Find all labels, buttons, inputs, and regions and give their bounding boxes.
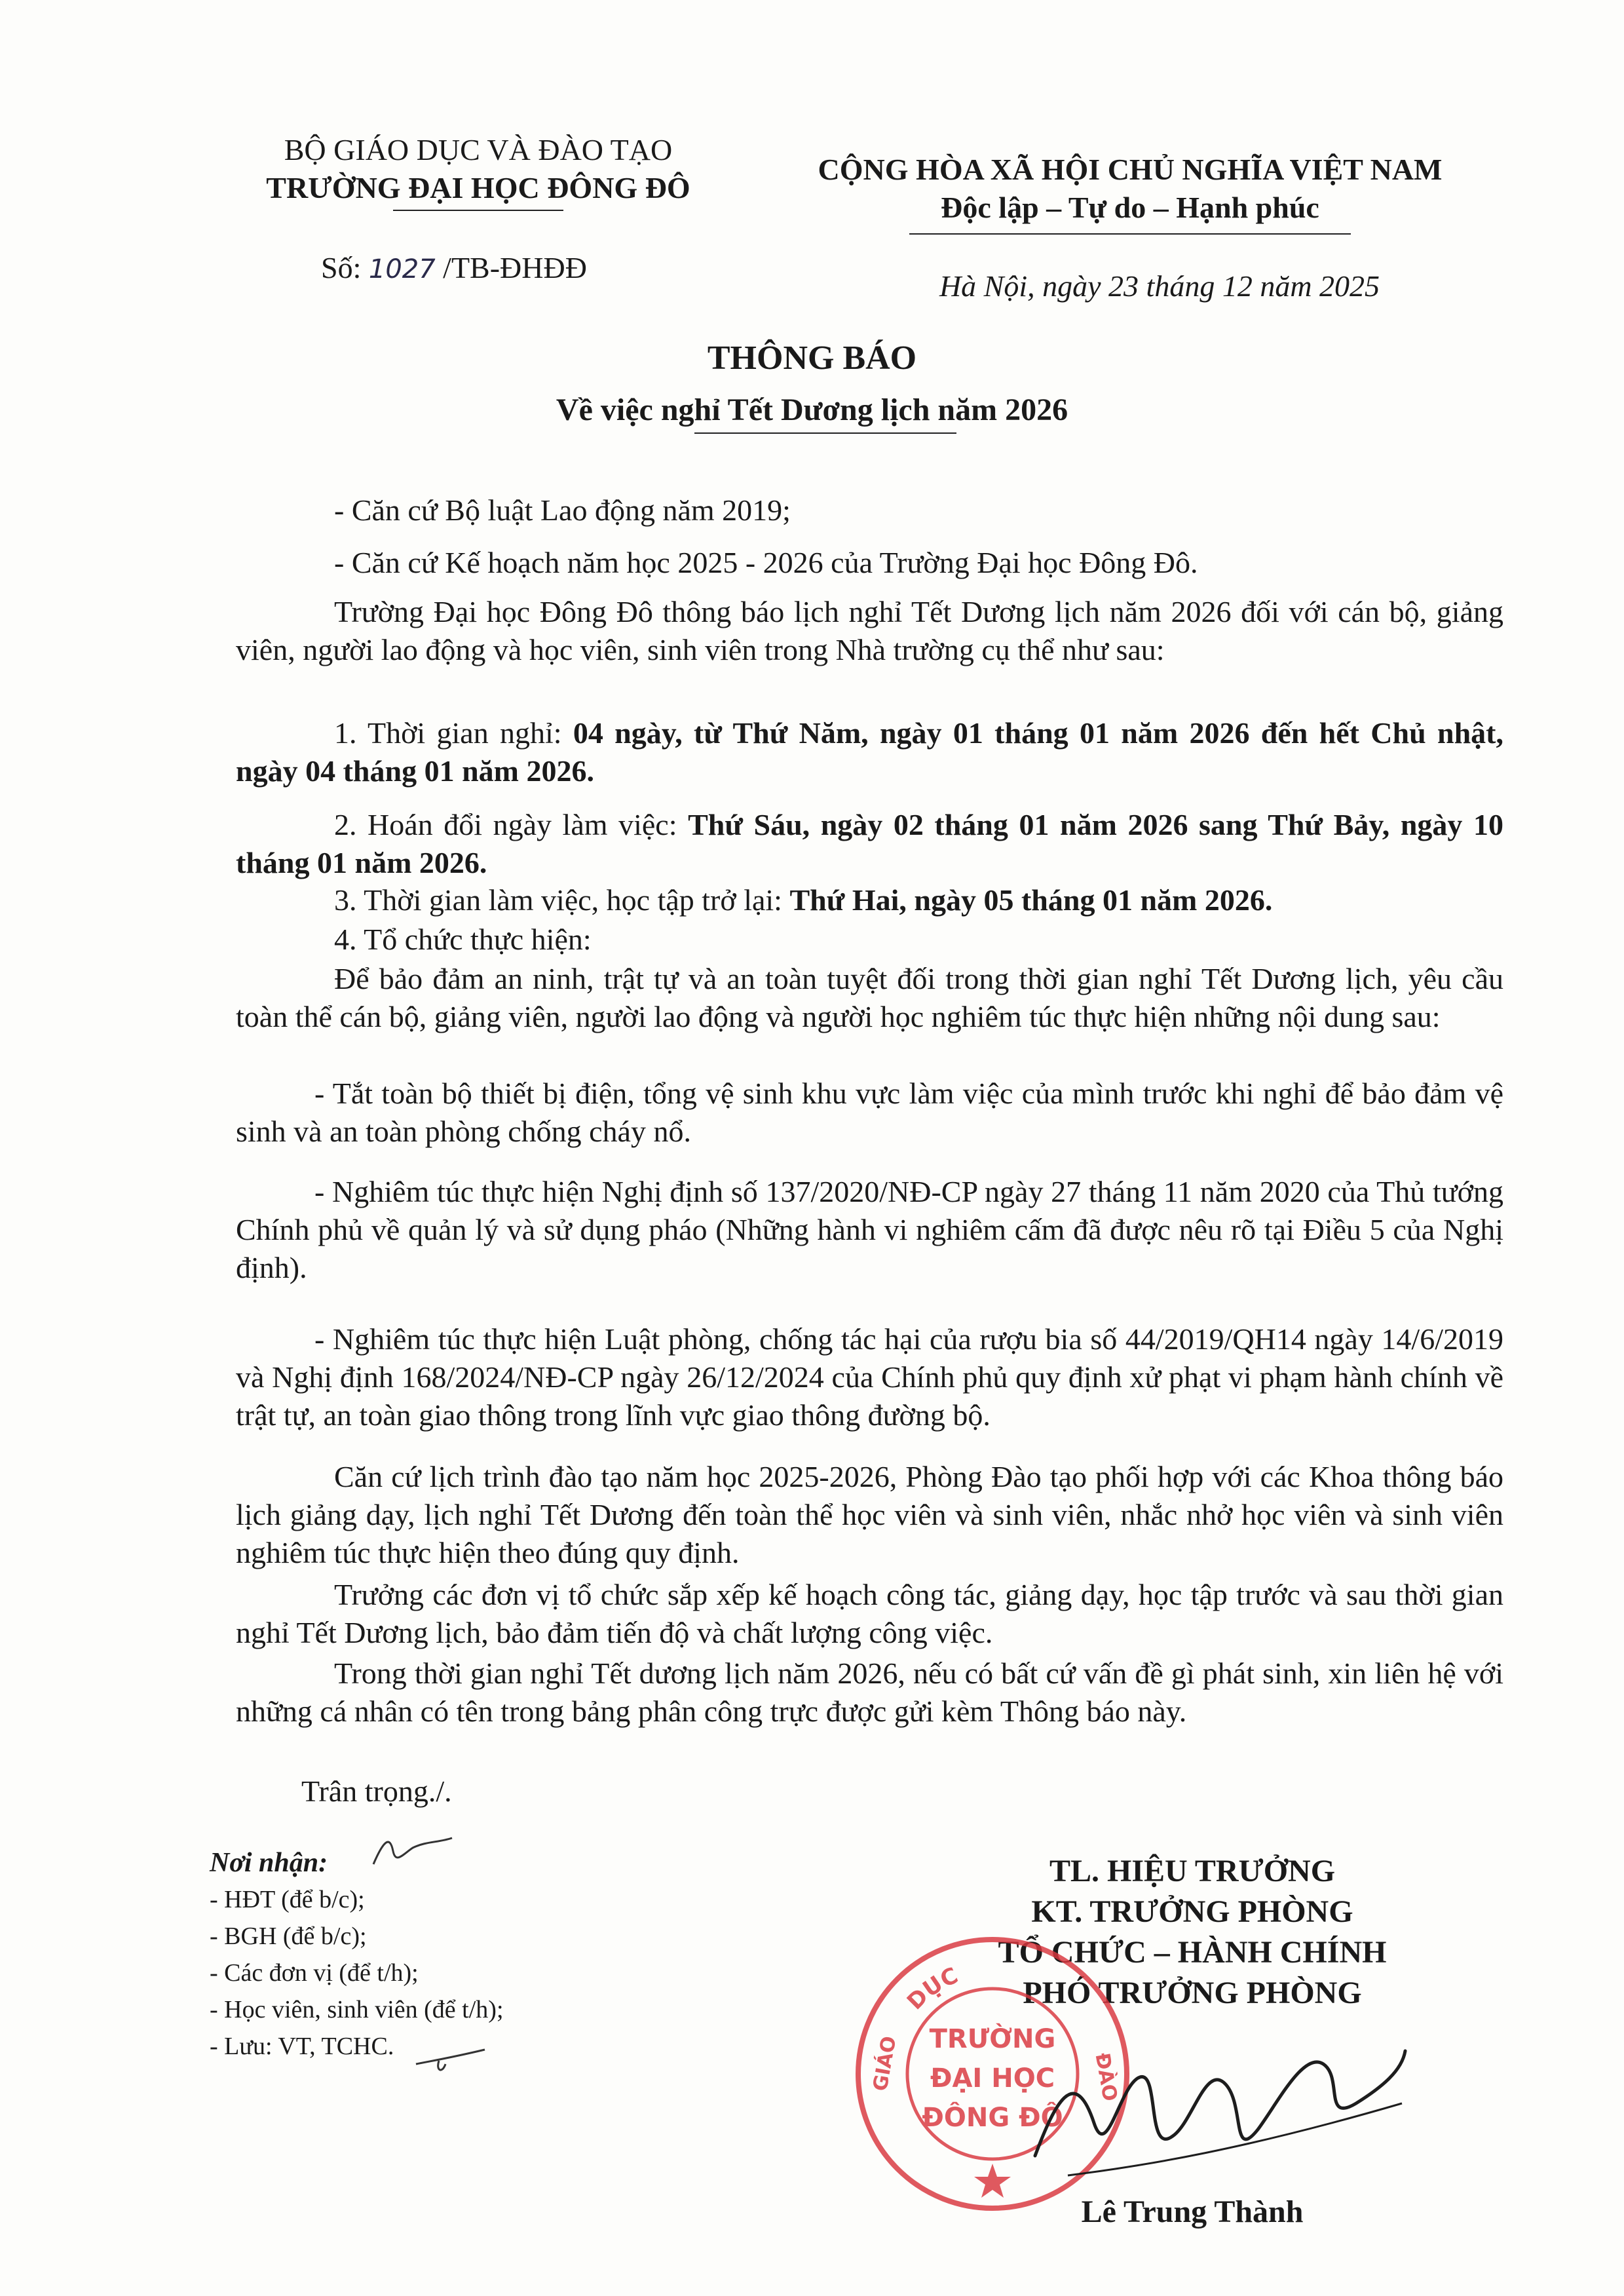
handwritten-signature-icon <box>1015 2025 1408 2195</box>
signature-line-1: TL. HIỆU TRƯỞNG <box>1049 1854 1336 1888</box>
initial-mark-icon <box>367 1828 459 1874</box>
bullet-electrical-safety: - Tắt toàn bộ thiết bị điện, tổng vệ sinh khu vực làm việc của mình trước khi nghỉ để bảo đảm vệ sinh và an toàn phòng chống cháy nổ. <box>236 1077 1503 1148</box>
item-workday-swap <box>236 806 1503 882</box>
notice-subtitle: Về việc nghỉ Tết Dương lịch năm 2026 <box>556 392 1068 427</box>
item-1-label: 1. Thời gian nghỉ: <box>334 716 562 750</box>
issue-date: Hà Nội, ngày 23 tháng 12 năm 2025 <box>939 269 1380 303</box>
item-holiday-period <box>236 714 1503 790</box>
signature-line-2: KT. TRƯỞNG PHÒNG <box>1031 1894 1353 1929</box>
recipient-item: - Các đơn vị (để t/h); <box>210 1959 419 1987</box>
signature-line-4: PHÓ TRƯỞNG PHÒNG <box>1023 1976 1362 2010</box>
initial-mark-icon <box>413 2044 491 2077</box>
notice-title: THÔNG BÁO <box>707 339 917 377</box>
bullet-alcohol-traffic: - Nghiêm túc thực hiện Luật phòng, chống tác hại của rượu bia số 44/2019/QH14 ngày 14/6/2019 và Nghị định 168/2024/NĐ-CP ngày 26/12/2024 của Chính phủ quy định xử phạt vi phạm hành chính về trật tự, an toàn giao thông trong lĩnh vực giao thông đường bộ. <box>236 1322 1503 1432</box>
seal-outer-top: DỤC <box>902 1962 962 2016</box>
item-return-date <box>236 881 1503 919</box>
intro-paragraph: Trường Đại học Đông Đô thông báo lịch nghỉ Tết Dương lịch năm 2026 đối với cán bộ, giảng viên, người lao động và học viên, sinh viên trong Nhà trường cụ thể như sau: <box>236 595 1503 666</box>
national-motto: Độc lập – Tự do – Hạnh phúc <box>941 191 1319 224</box>
number-prefix: Số: <box>321 251 362 284</box>
basis-labor-code: - Căn cứ Bộ luật Lao động năm 2019; <box>334 493 791 527</box>
bullet-firecracker-decree: - Nghiêm túc thực hiện Nghị định số 137/2020/NĐ-CP ngày 27 tháng 11 năm 2020 của Thủ tướng Chính phủ về quản lý và sử dụng pháo (Những hành vi nghiêm cấm đã được nêu rõ tại Điều 5 của Nghị định). <box>236 1175 1503 1284</box>
closing-regards: Trân trọng./. <box>301 1774 452 1808</box>
recipient-item: - HĐT (để b/c); <box>210 1886 365 1913</box>
seal-outer-left: GIÁO <box>869 2034 901 2094</box>
seal-inner-line-3: ĐÔNG ĐÔ <box>922 2103 1063 2133</box>
item-3-detail: Thứ Hai, ngày 05 tháng 01 năm 2026. <box>789 883 1273 917</box>
recipient-item: - BGH (để b/c); <box>210 1923 367 1950</box>
paragraph-unit-heads: Trưởng các đơn vị tổ chức sắp xếp kế hoạch công tác, giảng dạy, học tập trước và sau thời gian nghỉ Tết Dương lịch, bảo đảm tiến độ và chất lượng công việc. <box>236 1578 1503 1649</box>
school-name: TRƯỜNG ĐẠI HỌC ĐÔNG ĐÔ <box>266 171 690 204</box>
recipient-item: - Học viên, sinh viên (để t/h); <box>210 1996 504 2023</box>
item-3-label: 3. Thời gian làm việc, học tập trở lại: <box>334 883 782 917</box>
number-handwritten: 1027 <box>368 254 436 284</box>
seal-inner-line-2: ĐẠI HỌC <box>930 2063 1055 2094</box>
paragraph-training-dept: Căn cứ lịch trình đào tạo năm học 2025-2026, Phòng Đào tạo phối hợp với các Khoa thông báo lịch giảng dạy, lịch nghỉ Tết Dương đến toàn thể học viên và sinh viên, nhắc nhở học viên và sinh viên nghiêm túc thực hiện theo đúng quy định. <box>236 1460 1503 1569</box>
ministry-name: BỘ GIÁO DỤC VÀ ĐÀO TẠO <box>284 133 673 166</box>
school-underline <box>393 210 563 211</box>
basis-school-plan: - Căn cứ Kế hoạch năm học 2025 - 2026 của Trường Đại học Đông Đô. <box>334 546 1198 579</box>
country-name: CỘNG HÒA XÃ HỘI CHỦ NGHĨA VIỆT NAM <box>818 153 1443 186</box>
recipient-item: - Lưu: VT, TCHC. <box>210 2033 394 2060</box>
motto-underline <box>909 233 1351 235</box>
item-1-detail: 04 ngày, từ Thứ Năm, ngày 01 tháng 01 năm 2026 đến hết Chủ nhật, ngày 04 tháng 01 năm 2026. <box>236 716 1503 788</box>
recipients-label: Nơi nhận: <box>210 1848 328 1878</box>
signer-name: Lê Trung Thành <box>1081 2194 1304 2229</box>
document-number <box>321 249 587 288</box>
item-2-label: 2. Hoán đổi ngày làm việc: <box>334 808 677 841</box>
subtitle-underline <box>694 432 956 434</box>
implementation-intro: Để bảo đảm an ninh, trật tự và an toàn tuyệt đối trong thời gian nghỉ Tết Dương lịch, yêu cầu toàn thể cán bộ, giảng viên, người lao động và người học nghiêm túc thực hiện những nội dung sau: <box>236 962 1503 1033</box>
item-implementation-label: 4. Tổ chức thực hiện: <box>334 923 592 956</box>
number-suffix: /TB-ĐHĐĐ <box>443 251 587 284</box>
signature-line-3: TỔ CHỨC – HÀNH CHÍNH <box>998 1935 1387 1970</box>
paragraph-contact: Trong thời gian nghỉ Tết dương lịch năm 2026, nếu có bất cứ vấn đề gì phát sinh, xin liên hệ với những cá nhân có tên trong bảng phân công trực được gửi kèm Thông báo này. <box>236 1656 1503 1728</box>
item-2-detail: Thứ Sáu, ngày 02 tháng 01 năm 2026 sang Thứ Bảy, ngày 10 tháng 01 năm 2026. <box>236 808 1503 879</box>
recipients-block <box>210 1845 504 2065</box>
seal-outer-right: ĐÀO <box>1090 2051 1122 2103</box>
seal-inner-line-1: TRƯỜNG <box>929 2024 1056 2054</box>
